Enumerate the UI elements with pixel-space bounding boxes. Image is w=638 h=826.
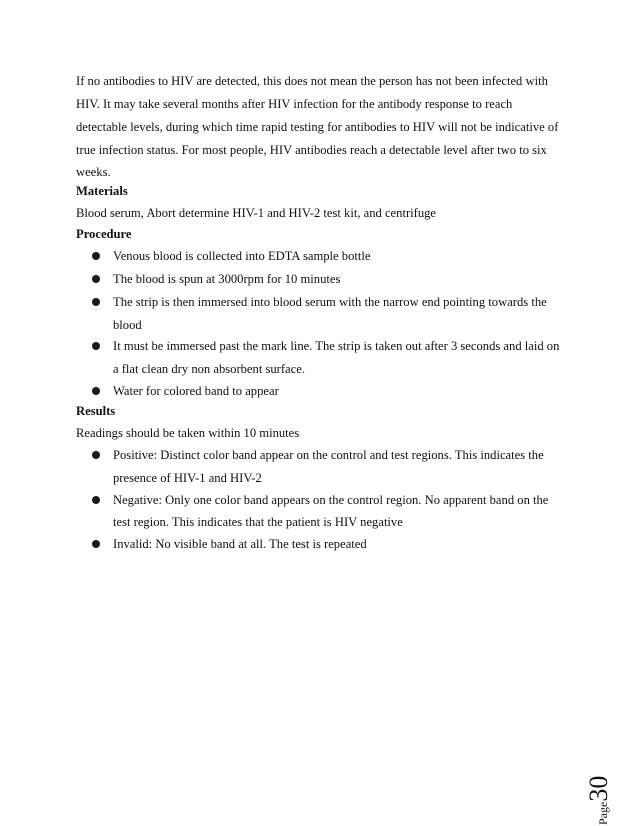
list-item-text: Venous blood is collected into EDTA sample bottle bbox=[113, 249, 371, 263]
list-item-text: Negative: Only one color band appears on the control region. No apparent band on the bbox=[113, 493, 549, 507]
list-item-text: It must be immersed past the mark line. The strip is taken out after 3 seconds and laid on bbox=[113, 339, 560, 353]
list-item-text: a flat clean dry non absorbent surface. bbox=[113, 362, 305, 376]
materials-text: Blood serum, Abort determine HIV-1 and HIV-2 test kit, and centrifuge bbox=[76, 206, 437, 220]
bullet-icon bbox=[92, 342, 100, 350]
list-item-text: Water for colored band to appear bbox=[113, 384, 279, 398]
list-item-text: Invalid: No visible band at all. The test is repeated bbox=[113, 537, 367, 551]
bullet-icon bbox=[92, 252, 100, 260]
intro-line: If no antibodies to HIV are detected, this does not mean the person has not been infected with bbox=[76, 74, 548, 88]
list-item-text: The blood is spun at 3000rpm for 10 minutes bbox=[113, 272, 341, 286]
list-item-text: test region. This indicates that the patient is HIV negative bbox=[113, 515, 403, 529]
procedure-heading: Procedure bbox=[76, 227, 132, 241]
bullet-icon bbox=[92, 451, 100, 459]
intro-line: true infection status. For most people, HIV antibodies reach a detectable level after two to six bbox=[76, 143, 547, 157]
results-heading: Results bbox=[76, 404, 116, 418]
bullet-icon bbox=[92, 540, 100, 548]
bullet-icon bbox=[92, 275, 100, 283]
list-item-text: presence of HIV-1 and HIV-2 bbox=[113, 471, 262, 485]
bullet-icon bbox=[92, 298, 100, 306]
intro-line: detectable levels, during which time rapid testing for antibodies to HIV will not be indicative of bbox=[76, 120, 559, 134]
list-item-text: The strip is then immersed into blood serum with the narrow end pointing towards the bbox=[113, 295, 547, 309]
list-item-text: Positive: Distinct color band appear on the control and test regions. This indicates the bbox=[113, 448, 544, 462]
intro-line: weeks. bbox=[76, 165, 111, 179]
results-intro: Readings should be taken within 10 minutes bbox=[76, 426, 300, 440]
materials-heading: Materials bbox=[76, 184, 128, 198]
bullet-icon bbox=[92, 496, 100, 504]
bullet-icon bbox=[92, 387, 100, 395]
list-item-text: blood bbox=[113, 318, 142, 332]
page-label: Page bbox=[596, 801, 610, 825]
intro-line: HIV. It may take several months after HIV infection for the antibody response to reach bbox=[76, 97, 513, 111]
page-number-value: 30 bbox=[584, 775, 613, 802]
page-number bbox=[586, 755, 616, 825]
